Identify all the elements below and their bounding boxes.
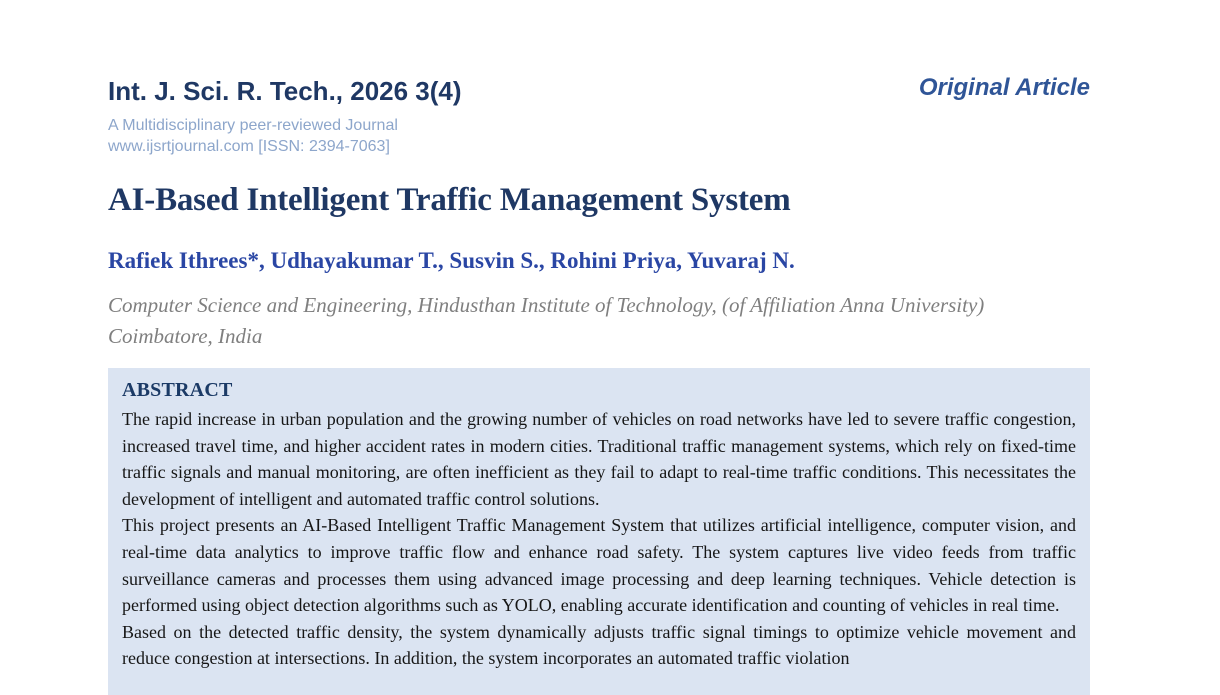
- abstract-paragraph-2: This project presents an AI-Based Intelligent Traffic Management System that utilizes artificial intelligence, computer vision, and real-time data analytics to improve traffic flow and enhance road safety. The system captures live video feeds from traffic surveillance cameras and processes them using advanced image processing and deep learning techniques. Vehicle detection is performed using object detection algorithms such as YOLO, enabling accurate identification and counting of vehicles in real time.: [122, 515, 1076, 616]
- abstract-section: [108, 368, 1090, 695]
- author-affiliation: [108, 290, 1090, 352]
- journal-name: Int. J. Sci. R. Tech., 2026 3(4): [108, 76, 462, 106]
- journal-website-issn: www.ijsrtjournal.com [ISSN: 2394-7063]: [108, 138, 390, 155]
- abstract-heading: ABSTRACT: [122, 379, 233, 401]
- article-authors: Rafiek Ithrees*, Udhayakumar T., Susvin S., Rohini Priya, Yuvaraj N.: [108, 248, 795, 273]
- article-content: [108, 0, 1090, 695]
- abstract-paragraph-1: The rapid increase in urban population and the growing number of vehicles on road networks have led to severe traffic congestion, increased travel time, and higher accident rates in modern cities. Traditional traffic management systems, which rely on fixed-time traffic signals and manual monitoring, are often inefficient as they fail to adapt to real-time traffic conditions. This necessitates the development of intelligent and automated traffic control solutions.: [122, 409, 1076, 509]
- affiliation-line-1: Computer Science and Engineering, Hindusthan Institute of Technology, (of Affiliation Anna University): [108, 293, 985, 317]
- journal-subtitle: A Multidisciplinary peer-reviewed Journal: [108, 117, 398, 134]
- affiliation-line-2: Coimbatore, India: [108, 324, 263, 348]
- article-type-label: Original Article: [918, 74, 1090, 101]
- journal-header: [108, 76, 1090, 157]
- journal-identity: [108, 76, 462, 157]
- abstract-paragraph-3: Based on the detected traffic density, the system dynamically adjusts traffic signal timings to optimize vehicle movement and reduce congestion at intersections. In addition, the system incorporates an automated traffic violation: [122, 621, 1076, 669]
- article-title: AI-Based Intelligent Traffic Management System: [108, 182, 791, 218]
